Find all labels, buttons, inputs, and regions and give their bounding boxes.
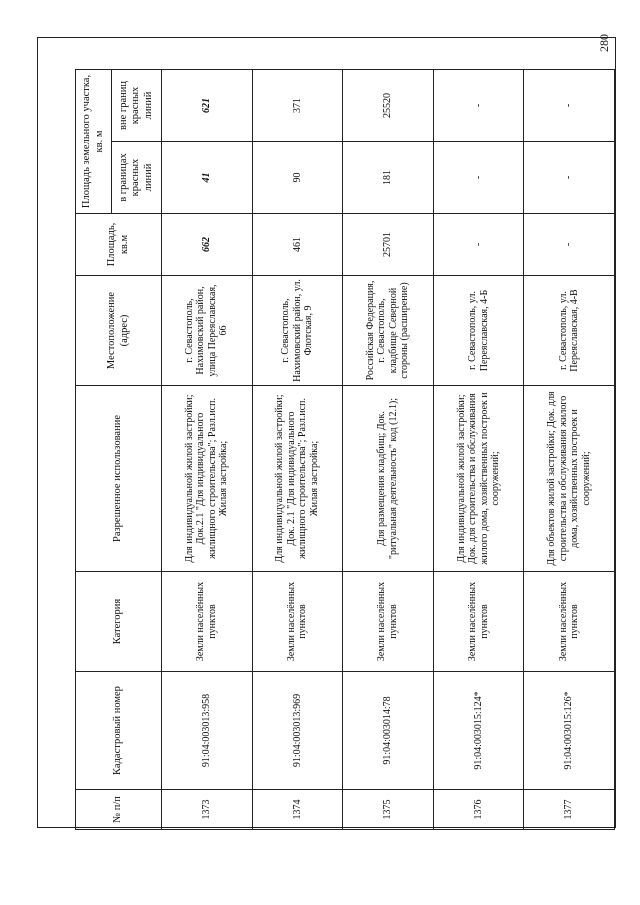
cell-outside-red: 371 bbox=[252, 69, 343, 141]
cell-outside-red: - bbox=[433, 69, 524, 141]
header-outside-red: вне границ красных линий bbox=[112, 69, 162, 141]
cell-area: - bbox=[524, 214, 615, 276]
land-plots-table-container bbox=[75, 70, 615, 830]
cell-num: 1377 bbox=[524, 790, 615, 830]
cell-permitted-use: Для объектов жилой застройки; Док. для строительства и обслуживания жилого дома, хозяйственных построек и сооружений; bbox=[524, 386, 615, 572]
header-category: Категория bbox=[76, 572, 162, 672]
cell-cadastral: 91:04:003015:124* bbox=[433, 672, 524, 790]
table-row bbox=[162, 69, 253, 829]
header-num: № п/п bbox=[76, 790, 162, 830]
cell-within-red: 41 bbox=[162, 142, 253, 214]
cell-location: г. Севастополь, Нахимовский район, улица Переяславская, 66 bbox=[162, 276, 253, 386]
header-within-red: в границах красных линий bbox=[112, 142, 162, 214]
cell-area: 662 bbox=[162, 214, 253, 276]
cell-permitted-use: Для индивидуальной жилой застройки; Док. для строительства и обслуживания жилого дома, хозяйственных построек и сооружений; bbox=[433, 386, 524, 572]
table-header bbox=[76, 69, 162, 829]
cell-category: Земли населённых пунктов bbox=[162, 572, 253, 672]
cell-outside-red: 621 bbox=[162, 69, 253, 141]
table-row bbox=[524, 69, 615, 829]
table-row bbox=[433, 69, 524, 829]
cell-cadastral: 91:04:003013:969 bbox=[252, 672, 343, 790]
header-permitted-use: Разрешенное использование bbox=[76, 386, 162, 572]
cell-within-red: - bbox=[433, 142, 524, 214]
cell-permitted-use: Для индивидуальной жилой застройки; Док.2.1 "Для индивидуального жилищного строительства"; Разл.исп. Жилая застройка; bbox=[162, 386, 253, 572]
cell-num: 1374 bbox=[252, 790, 343, 830]
cell-within-red: - bbox=[524, 142, 615, 214]
cell-num: 1373 bbox=[162, 790, 253, 830]
cell-cadastral: 91:04:003015:126* bbox=[524, 672, 615, 790]
cell-within-red: 181 bbox=[343, 142, 434, 214]
cell-area: 461 bbox=[252, 214, 343, 276]
cell-category: Земли населённых пунктов bbox=[343, 572, 434, 672]
header-location: Местоположение (адрес) bbox=[76, 276, 162, 386]
cell-category: Земли населённых пунктов bbox=[524, 572, 615, 672]
table-row bbox=[343, 69, 434, 829]
cell-num: 1376 bbox=[433, 790, 524, 830]
cell-cadastral: 91:04:003013:958 bbox=[162, 672, 253, 790]
cell-location: Российская Федерация, г. Севастополь, кладбище Северной стороны (расширение) bbox=[343, 276, 434, 386]
cell-outside-red: 25520 bbox=[343, 69, 434, 141]
table-row bbox=[252, 69, 343, 829]
cell-cadastral: 91:04:003014:78 bbox=[343, 672, 434, 790]
cell-location: г. Севастополь, ул. Переяславская, 4-В bbox=[524, 276, 615, 386]
header-area: Площадь, кв.м bbox=[76, 214, 162, 276]
header-land-area: Площадь земельного участка, кв. м bbox=[76, 69, 112, 213]
cell-permitted-use: Для размещения кладбищ; Док. "ритуальная деятельность" код (12.1); bbox=[343, 386, 434, 572]
cell-category: Земли населённых пунктов bbox=[252, 572, 343, 672]
cell-area: 25701 bbox=[343, 214, 434, 276]
cell-location: г. Севастополь, Нахимовский район, ул. Флотская, 9 bbox=[252, 276, 343, 386]
cell-permitted-use: Для индивидуальной жилой застройки; Док. 2.1 "Для индивидуального жилищного строительства"; Разл.исп. Жилая застройка; bbox=[252, 386, 343, 572]
cell-area: - bbox=[433, 214, 524, 276]
land-plots-table bbox=[75, 69, 615, 830]
cell-category: Земли населённых пунктов bbox=[433, 572, 524, 672]
table-body bbox=[162, 69, 615, 829]
cell-within-red: 90 bbox=[252, 142, 343, 214]
cell-outside-red: - bbox=[524, 69, 615, 141]
page-number: 280 bbox=[597, 34, 611, 52]
cell-num: 1375 bbox=[343, 790, 434, 830]
cell-location: г. Севастополь, ул. Переяславская, 4-Б bbox=[433, 276, 524, 386]
header-cadastral: Кадастровый номер bbox=[76, 672, 162, 790]
